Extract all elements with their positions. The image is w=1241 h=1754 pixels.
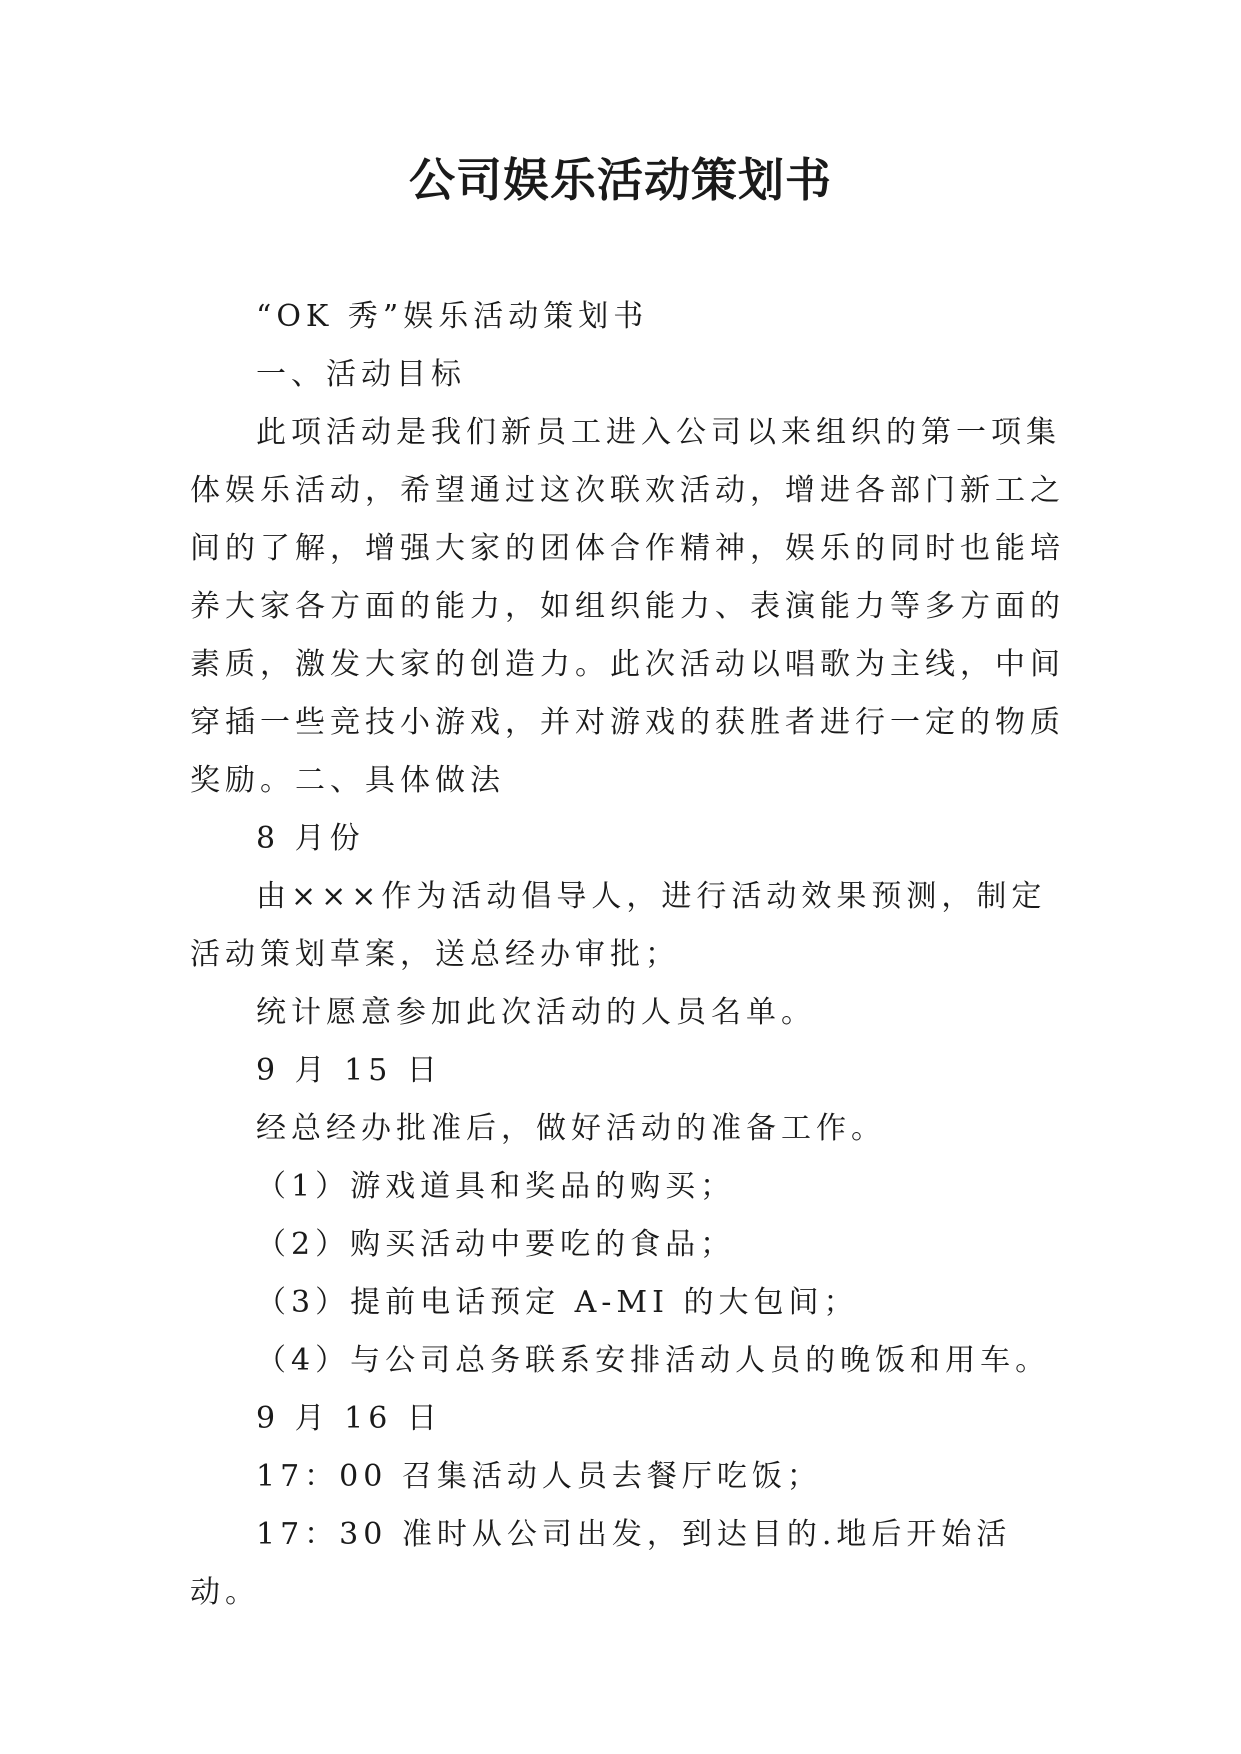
prep-item-4: （4）与公司总务联系安排活动人员的晚饭和用车。 (256, 1343, 1051, 1378)
august-task-2: 统计愿意参加此次活动的人员名单。 (256, 995, 816, 1030)
document-body (190, 288, 1070, 1622)
prep-item-1: （1）游戏道具和奖品的购买； (256, 1169, 736, 1204)
schedule-item-1700: 17：00 召集活动人员去餐厅吃饭； (256, 1459, 822, 1494)
date-heading-august: 8 月份 (256, 821, 365, 856)
prep-item-3: （3）提前电话预定 A-MI 的大包间； (256, 1285, 859, 1320)
date-heading-sep-16: 9 月 16 日 (256, 1401, 442, 1436)
section-heading-goal: 一、活动目标 (256, 357, 466, 392)
date-heading-sep-15: 9 月 15 日 (256, 1053, 442, 1088)
schedule-item-1730: 17：30 准时从公司出发，到达目的.地后开始活动。 (190, 1517, 1012, 1610)
sep-15-intro: 经总经办批准后，做好活动的准备工作。 (256, 1111, 886, 1146)
goal-paragraph: 此项活动是我们新员工进入公司以来组织的第一项集体娱乐活动，希望通过这次联欢活动，增进各部门新工之间的了解，增强大家的团体合作精神，娱乐的同时也能培养大家各方面的能力，如组织能力、表演能力等多方面的素质，激发大家的创造力。此次活动以唱歌为主线，中间穿插一些竞技小游戏，并对游戏的获胜者进行一定的物质奖励。二、具体做法 (190, 415, 1065, 798)
august-task-1: 由×××作为活动倡导人，进行活动效果预测，制定活动策划草案，送总经办审批； (190, 879, 1047, 972)
subtitle-paragraph: “OK 秀”娱乐活动策划书 (256, 299, 649, 334)
document-title: 公司娱乐活动策划书 (409, 153, 832, 207)
prep-item-2: （2）购买活动中要吃的食品； (256, 1227, 736, 1262)
